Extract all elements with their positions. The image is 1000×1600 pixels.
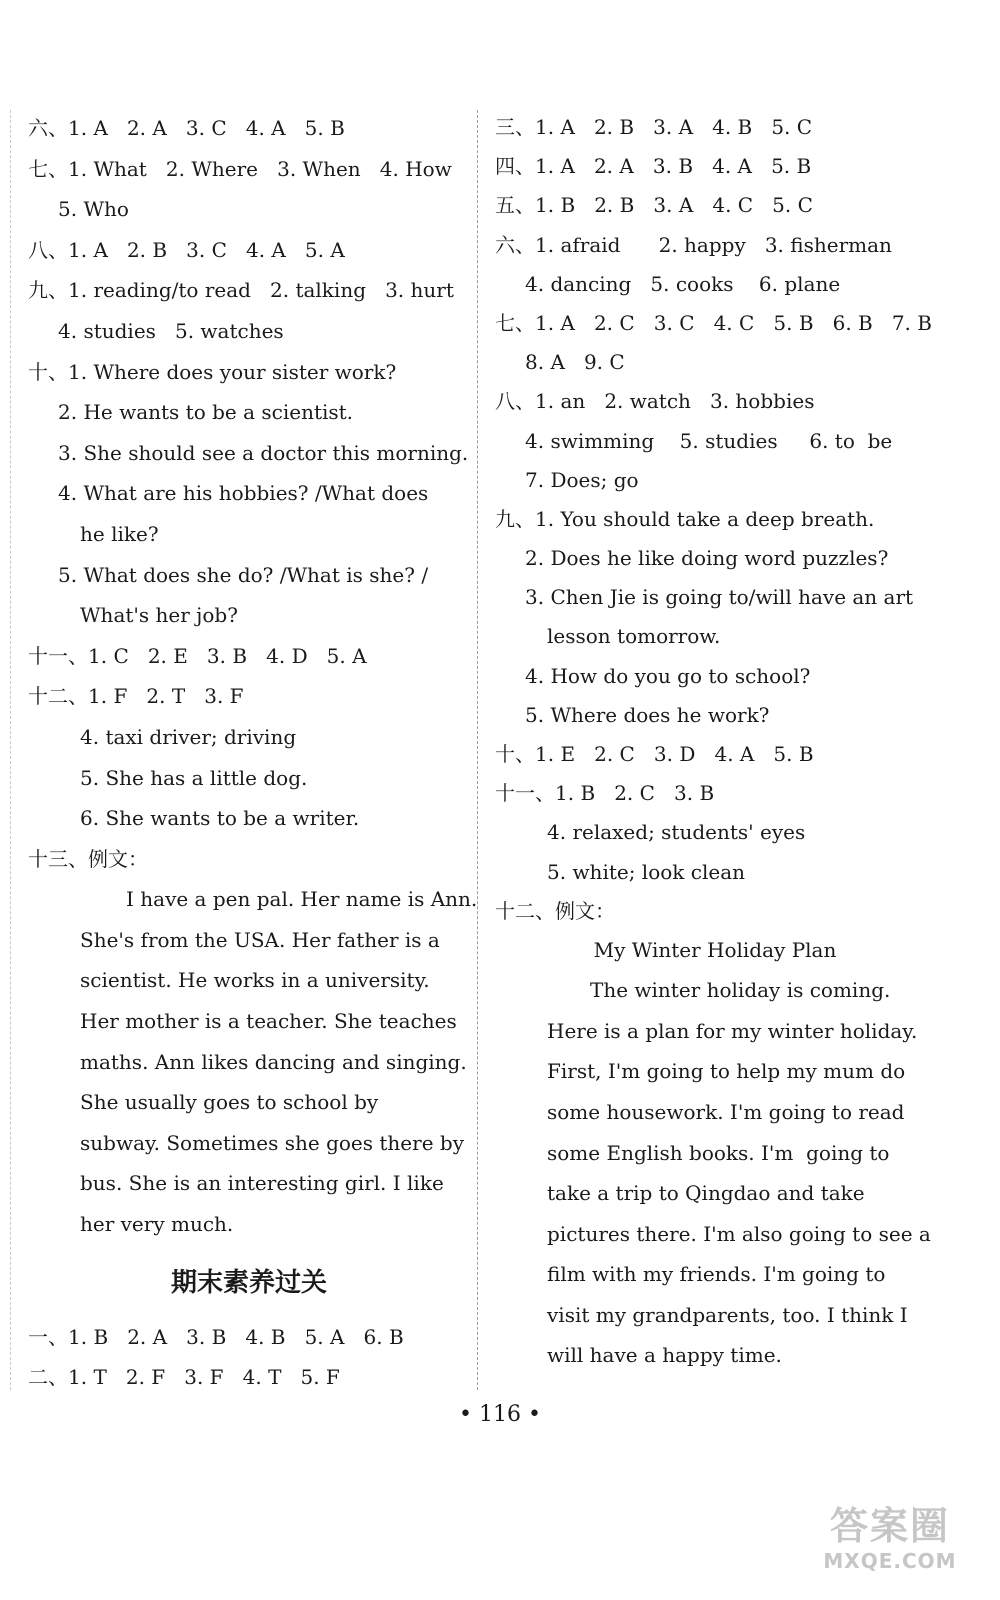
essay-line: some English books. I'm going to [547,1140,890,1165]
answer-line: 4. How do you go to school? [525,663,811,688]
essay-line: bus. She is an interesting girl. I like [80,1171,444,1196]
answer-line: 3. Chen Jie is going to/will have an art [525,585,914,610]
page-number: • 116 • [459,1402,541,1427]
answer-line: 九、1. You should take a deep breath. [495,506,875,531]
answer-line: he like? [80,521,159,546]
answer-line: 十一、1. C 2. E 3. B 4. D 5. A [28,643,367,668]
answer-line: 6. She wants to be a writer. [80,806,360,831]
essay-line: She usually goes to school by [80,1090,379,1115]
essay-line: her very much. [80,1212,234,1237]
answer-line: 十一、1. B 2. C 3. B [495,781,715,806]
answer-line: 三、1. A 2. B 3. A 4. B 5. C [495,115,813,139]
essay-line: Her mother is a teacher. She teaches [80,1009,457,1034]
essay-line: will have a happy time. [547,1343,782,1368]
answer-line: 5. What does she do? /What is she? / [58,562,429,587]
answer-line: 十三、例文： [28,846,148,871]
answer-line: lesson tomorrow. [547,624,721,649]
answer-line: 十、1. Where does your sister work? [28,359,397,384]
answer-line: 2. Does he like doing word puzzles? [525,546,889,571]
page-edge-line [10,110,11,1390]
answer-line: 4. studies 5. watches [58,318,284,343]
answer-line: 十二、1. F 2. T 3. F [28,684,244,709]
answer-line: 七、1. A 2. C 3. C 4. C 5. B 6. B 7. B [495,310,932,335]
answer-line: 四、1. A 2. A 3. B 4. A 5. B [495,154,812,179]
answer-line: 4. swimming 5. studies 6. to be [525,428,893,453]
essay-line: First, I'm going to help my mum do [547,1059,906,1084]
answer-line: 5. She has a little dog. [80,765,308,790]
answer-line: 七、1. What 2. Where 3. When 4. How [28,156,452,181]
watermark-url: MXQE.COM [823,1549,957,1573]
answer-line: 六、1. afraid 2. happy 3. fisherman [495,232,892,257]
essay-line: The winter holiday is coming. [590,978,891,1003]
column-divider [477,110,478,1390]
answer-line: 十、1. E 2. C 3. D 4. A 5. B [495,742,814,766]
answer-line: 五、1. B 2. B 3. A 4. C 5. C [495,193,813,218]
essay-line: pictures there. I'm also going to see a [547,1221,931,1246]
left-column [28,108,478,1398]
answer-line: 3. She should see a doctor this morning. [58,440,469,465]
answer-line: What's her job? [80,603,238,628]
answer-line: 5. white; look clean [547,859,745,884]
essay-line: some housework. I'm going to read [547,1099,905,1124]
section-title: 期末素养过关 [170,1267,327,1298]
right-column [495,108,935,1376]
answer-line: 8. A 9. C [525,350,625,375]
answer-line: 八、1. an 2. watch 3. hobbies [495,389,815,414]
answer-line: 2. He wants to be a scientist. [58,400,354,425]
answer-line: 一、1. B 2. A 3. B 4. B 5. A 6. B [28,1324,404,1349]
answer-line: 5. Who [58,197,129,222]
answer-line: 7. Does; go [525,467,639,492]
answer-line: 4. What are his hobbies? /What does [58,481,429,506]
essay-line: film with my friends. I'm going to [547,1262,886,1287]
answer-line: 九、1. reading/to read 2. talking 3. hurt [28,278,454,303]
answer-line: 八、1. A 2. B 3. C 4. A 5. A [28,237,345,262]
answer-line: 六、1. A 2. A 3. C 4. A 5. B [28,116,345,140]
essay-line: take a trip to Qingdao and take [547,1181,865,1206]
answer-line: 5. Where does he work? [525,702,770,727]
essay-line: maths. Ann likes dancing and singing. [80,1049,467,1074]
essay-line: She's from the USA. Her father is a [80,927,440,952]
watermark-text: 答案圈 [829,1504,950,1548]
essay-line: Here is a plan for my winter holiday. [547,1018,918,1043]
watermark-logo [800,1504,980,1582]
essay-title: My Winter Holiday Plan [593,937,837,962]
answer-line: 二、1. T 2. F 3. F 4. T 5. F [28,1365,340,1390]
essay-line: I have a pen pal. Her name is Ann. [126,887,478,912]
answer-line: 4. taxi driver; driving [80,724,297,749]
essay-line: visit my grandparents, too. I think I [547,1302,908,1327]
essay-line: subway. Sometimes she goes there by [80,1130,464,1155]
answer-line: 4. dancing 5. cooks 6. plane [525,271,841,296]
essay-line: scientist. He works in a university. [80,968,430,993]
answer-line: 4. relaxed; students' eyes [547,820,806,845]
answer-line: 十二、例文： [495,898,615,923]
